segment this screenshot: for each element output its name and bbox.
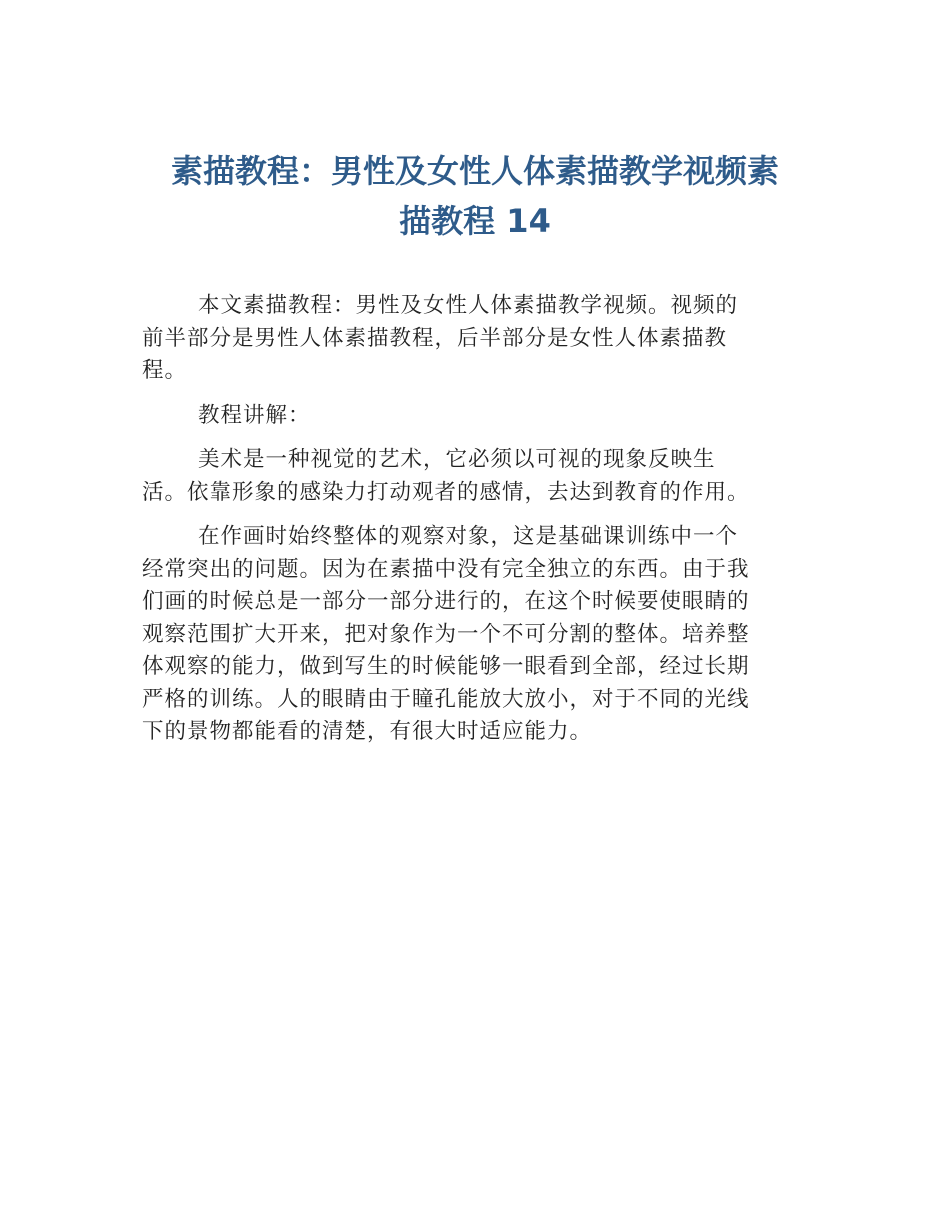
text-line: 程。 (142, 358, 188, 383)
text-line: 本文素描教程：男性及女性人体素描教学视频。视频的 (198, 293, 739, 318)
paragraph-observation (142, 521, 812, 749)
text-line: 在作画时始终整体的观察对象，这是基础课训练中一个 (198, 524, 739, 549)
text-line: 体观察的能力，做到写生的时候能够一眼看到全部，经过长期 (142, 654, 750, 679)
text-line: 们画的时候总是一部分一部分进行的，在这个时候要使眼睛的 (142, 589, 750, 614)
text-line: 活。依靠形象的感染力打动观者的感情，去达到教育的作用。 (142, 479, 750, 505)
text-line: 前半部分是男性人体素描教程，后半部分是女性人体素描教 (142, 325, 728, 351)
document-title (130, 146, 820, 246)
text-line: 经常突出的问题。因为在素描中没有完全独立的东西。由于我 (142, 556, 750, 582)
text-line: 教程讲解： (198, 402, 311, 428)
paragraph-art (142, 444, 812, 509)
text-line: 美术是一种视觉的艺术，它必须以可视的现象反映生 (198, 447, 716, 472)
text-line: 严格的训练。人的眼睛由于瞳孔能放大放小，对于不同的光线 (142, 686, 750, 712)
text-line: 下的景物都能看的清楚，有很大时适应能力。 (142, 719, 593, 744)
text-line: 观察范围扩大开来，把对象作为一个不可分割的整体。培养整 (142, 621, 750, 647)
paragraph-heading (142, 400, 812, 433)
paragraph-intro (142, 290, 812, 388)
title-line: 素描教程：男性及女性人体素描教学视频素 (170, 152, 779, 190)
title-line: 描教程 14 (399, 202, 551, 240)
document-body (142, 290, 812, 761)
